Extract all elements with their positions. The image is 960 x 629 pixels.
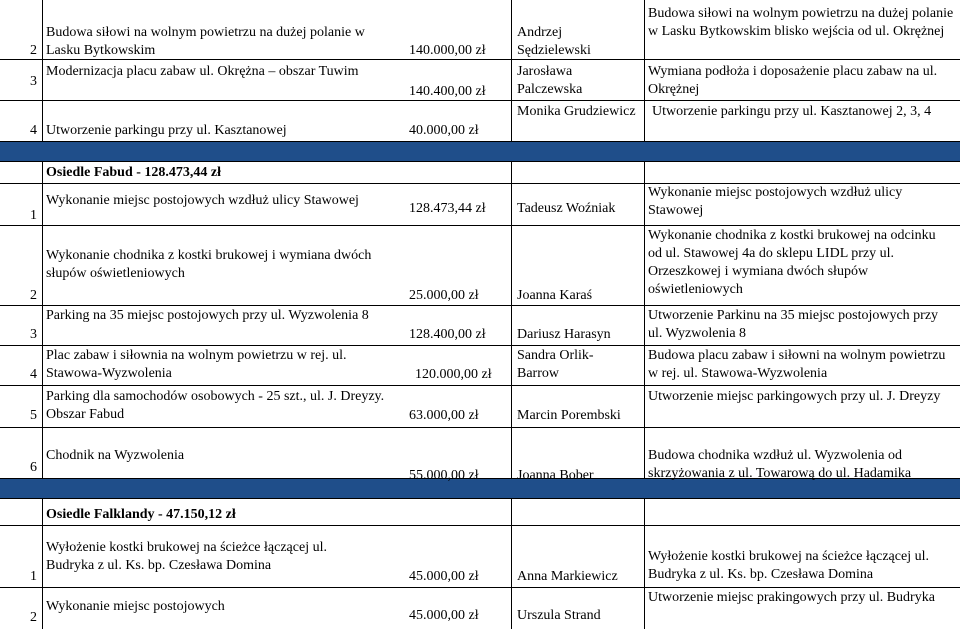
project-amount: 55.000,00 zł (409, 468, 479, 483)
project-author: Andrzej Sędzielewski (517, 25, 591, 58)
project-title: Wykonanie chodnika z kostki brukowej i wymiana dwóch słupów oświetleniowych (46, 248, 372, 281)
section-divider-band (0, 142, 960, 161)
row-number: 5 (30, 408, 37, 423)
project-author: Anna Markiewicz (517, 569, 618, 584)
project-author: Sandra Orlik-Barrow (517, 348, 594, 381)
row-number: 6 (30, 460, 37, 475)
project-title: Chodnik na Wyzwolenia (46, 448, 185, 463)
project-description: Wykonanie chodnika z kostki brukowej na odcinku od ul. Stawowej 4a do sklepu LIDL przy ul. Orzeszkowej i wymiana dwóch słupów oświetleniowych (648, 228, 936, 297)
project-title: Budowa siłowi na wolnym powietrzu na dużej polanie w Lasku Bytkowskim (46, 25, 365, 58)
row-number: 3 (30, 327, 37, 342)
project-author: Joanna Bober (517, 468, 594, 483)
section-header-falklandy: Osiedle Falklandy - 47.150,12 zł (46, 507, 236, 522)
row-number: 1 (30, 569, 37, 584)
project-amount: 40.000,00 zł (409, 123, 479, 138)
project-title: Parking na 35 miejsc postojowych przy ul. Wyzwolenia 8 (46, 308, 369, 323)
project-description: Wymiana podłoża i doposażenie placu zabaw na ul. Okrężnej (648, 64, 938, 97)
project-author: Dariusz Harasyn (517, 327, 611, 342)
project-description: Wykonanie miejsc postojowych wzdłuż ulicy Stawowej (648, 185, 903, 218)
project-amount: 63.000,00 zł (409, 408, 479, 423)
row-number: 3 (30, 74, 37, 89)
project-amount: 120.000,00 zł (415, 367, 492, 382)
project-amount: 45.000,00 zł (409, 569, 479, 584)
project-title: Wykonanie miejsc postojowych (46, 599, 225, 614)
row-number: 4 (30, 367, 37, 382)
project-title: Modernizacja placu zabaw ul. Okrężna – obszar Tuwim (46, 64, 359, 79)
row-number: 1 (30, 208, 37, 223)
section-header-fabud: Osiedle Fabud - 128.473,44 zł (46, 165, 222, 180)
project-description: Utworzenie miejsc prakingowych przy ul. Budryka (648, 590, 935, 605)
row-number: 2 (30, 43, 37, 58)
project-author: Tadeusz Woźniak (517, 201, 616, 216)
project-author: Urszula Strand (517, 608, 601, 623)
row-number: 2 (30, 610, 37, 625)
project-amount: 25.000,00 zł (409, 288, 479, 303)
project-amount: 140.400,00 zł (409, 84, 486, 99)
project-author: Monika Grudziewicz (517, 104, 636, 119)
project-description: Budowa placu zabaw i siłowni na wolnym powietrzu w rej. ul. Stawowa-Wyzwolenia (648, 348, 946, 381)
project-description: Wyłożenie kostki brukowej na ścieżce łączącej ul. Budryka z ul. Ks. bp. Czesława Domina (648, 549, 929, 582)
project-author: Jarosława Palczewska (517, 64, 583, 97)
row-number: 4 (30, 123, 37, 138)
project-title: Utworzenie parkingu przy ul. Kasztanowej (46, 123, 287, 138)
project-title: Parking dla samochodów osobowych - 25 szt., ul. J. Dreyzy. Obszar Fabud (46, 389, 385, 422)
project-title: Plac zabaw i siłownia na wolnym powietrzu w rej. ul. Stawowa-Wyzwolenia (46, 348, 347, 381)
project-author: Marcin Porembski (517, 408, 621, 423)
project-description: Utworzenie miejsc parkingowych przy ul. J. Dreyzy (648, 389, 941, 404)
row-number: 2 (30, 288, 37, 303)
project-author: Joanna Karaś (517, 288, 593, 303)
project-description: Utworzenie parkingu przy ul. Kasztanowej 2, 3, 4 (652, 104, 932, 119)
project-amount: 140.000,00 zł (409, 43, 486, 58)
project-amount: 128.400,00 zł (409, 327, 486, 342)
project-amount: 45.000,00 zł (409, 608, 479, 623)
project-title: Wyłożenie kostki brukowej na ścieżce łączącej ul. Budryka z ul. Ks. bp. Czesława Domina (46, 540, 327, 573)
project-description: Budowa chodnika wzdłuż ul. Wyzwolenia od skrzyżowania z ul. Towarową do ul. Hadamika (648, 448, 912, 481)
project-description: Utworzenie Parkinu na 35 miejsc postojowych przy ul. Wyzwolenia 8 (648, 308, 939, 341)
project-amount: 128.473,44 zł (409, 201, 486, 216)
project-description: Budowa siłowi na wolnym powietrzu na dużej polanie w Lasku Bytkowskim blisko wejścia od ul. Okrężnej (648, 6, 954, 39)
project-title: Wykonanie miejsc postojowych wzdłuż ulicy Stawowej (46, 193, 359, 208)
